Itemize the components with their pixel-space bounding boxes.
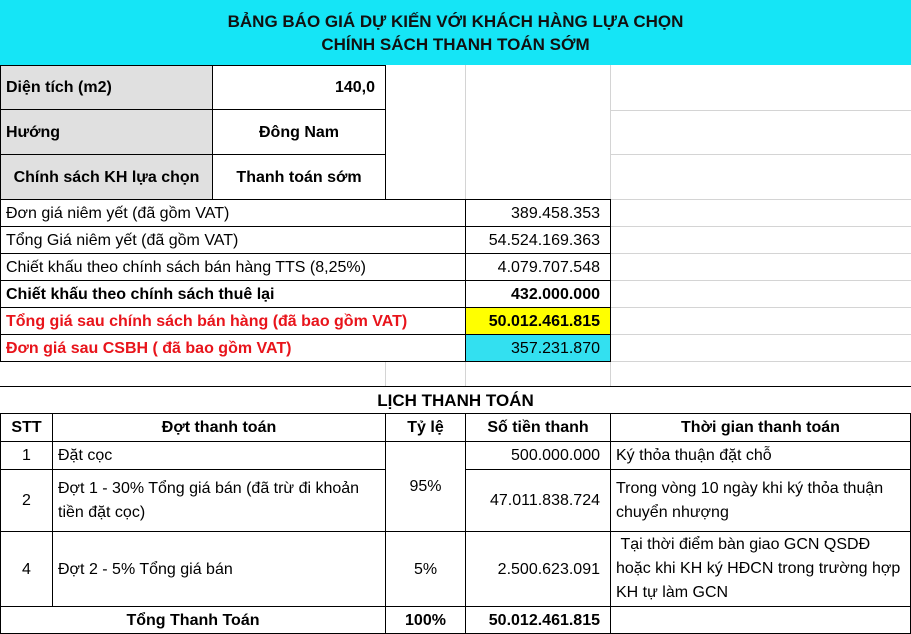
row-phase: Đợt 2 - 5% Tổng giá bán <box>52 531 386 607</box>
gridline <box>610 199 911 200</box>
gridline <box>610 280 911 281</box>
sheet-title-banner <box>0 0 911 65</box>
row-time: Tại thời điểm bàn giao GCN QSDĐ hoặc khi KH ký HĐCN trong trường hợp KH tự làm GCN <box>610 531 911 607</box>
gridline <box>465 361 466 386</box>
header-phase: Đợt thanh toán <box>52 413 386 442</box>
gridline <box>610 334 911 335</box>
area-label: Diện tích (m2) <box>0 65 213 110</box>
gridline <box>610 253 911 254</box>
total-ratio: 100% <box>385 606 466 634</box>
total-amount: 50.012.461.815 <box>465 606 611 634</box>
pricing-label-highlight: Đơn giá sau CSBH ( đã bao gồm VAT) <box>0 334 466 362</box>
row-ratio: 5% <box>385 531 466 607</box>
header-ratio: Tỷ lệ <box>385 413 466 442</box>
pricing-value-highlight: 357.231.870 <box>465 334 611 362</box>
row-stt: 4 <box>0 531 53 607</box>
header-time: Thời gian thanh toán <box>610 413 911 442</box>
pricing-value: 389.458.353 <box>465 199 611 227</box>
policy-value: Thanh toán sớm <box>212 154 386 200</box>
policy-label: Chính sách KH lựa chọn <box>0 154 213 200</box>
row-phase: Đặt cọc <box>52 441 386 470</box>
gridline <box>610 154 911 155</box>
pricing-value: 432.000.000 <box>465 280 611 308</box>
schedule-heading: LỊCH THANH TOÁN <box>0 386 911 414</box>
pricing-label: Tổng Giá niêm yết (đã gồm VAT) <box>0 226 466 254</box>
pricing-value-highlight: 50.012.461.815 <box>465 307 611 335</box>
row-phase: Đợt 1 - 30% Tổng giá bán (đã trừ đi khoản tiền đặt cọc) <box>52 469 386 532</box>
gridline <box>610 110 911 111</box>
gridline <box>465 65 466 199</box>
total-empty-cell <box>610 606 911 634</box>
row-stt: 1 <box>0 441 53 470</box>
sheet-title-line2: CHÍNH SÁCH THANH TOÁN SỚM <box>321 34 590 54</box>
gridline <box>610 307 911 308</box>
pricing-value: 54.524.169.363 <box>465 226 611 254</box>
pricing-label-highlight: Tổng giá sau chính sách bán hàng (đã bao gồm VAT) <box>0 307 466 335</box>
row-time: Trong vòng 10 ngày khi ký thỏa thuận chuyển nhượng <box>610 469 911 532</box>
direction-label: Hướng <box>0 109 213 155</box>
row-time: Ký thỏa thuận đặt chỗ <box>610 441 911 470</box>
row-stt: 2 <box>0 469 53 532</box>
area-value: 140,0 <box>212 65 386 110</box>
total-label: Tổng Thanh Toán <box>0 606 386 634</box>
pricing-label: Đơn giá niêm yết (đã gồm VAT) <box>0 199 466 227</box>
gridline <box>385 361 386 386</box>
header-amount: Số tiền thanh <box>465 413 611 442</box>
gridline <box>610 226 911 227</box>
row-amount: 500.000.000 <box>465 441 611 470</box>
pricing-label: Chiết khấu theo chính sách bán hàng TTS (8,25%) <box>0 253 466 281</box>
gridline <box>610 361 611 386</box>
row-ratio-merged: 95% <box>385 441 466 532</box>
pricing-label: Chiết khấu theo chính sách thuê lại <box>0 280 466 308</box>
header-stt: STT <box>0 413 53 442</box>
row-amount: 47.011.838.724 <box>465 469 611 532</box>
sheet-title-line1: BẢNG BÁO GIÁ DỰ KIẾN VỚI KHÁCH HÀNG LỰA CHỌN <box>227 11 684 31</box>
row-amount: 2.500.623.091 <box>465 531 611 607</box>
pricing-value: 4.079.707.548 <box>465 253 611 281</box>
direction-value: Đông Nam <box>212 109 386 155</box>
